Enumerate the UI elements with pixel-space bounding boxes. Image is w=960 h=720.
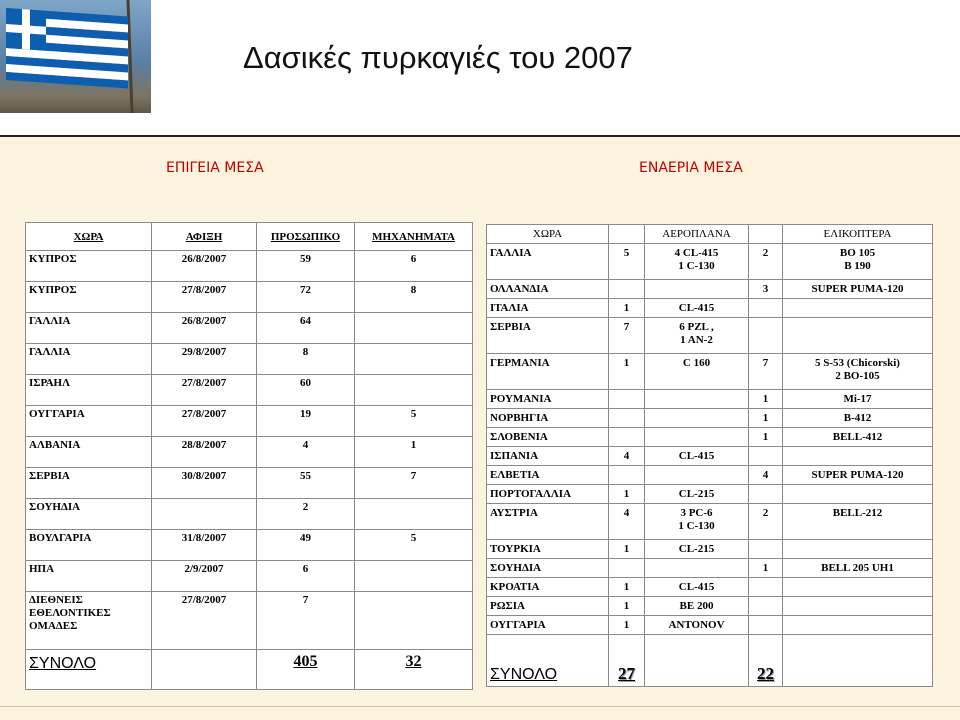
total-planes-count-cell bbox=[609, 635, 645, 687]
cell-country: ΙΣΡΑΗΛ bbox=[26, 375, 152, 406]
plane-type: CL-415 bbox=[678, 581, 715, 593]
cell-country: ΟΥΓΓΑΡΙΑ bbox=[26, 406, 152, 437]
cell-country: ΡΟΥΜΑΝΙΑ bbox=[487, 390, 609, 409]
cell-planes-count bbox=[609, 428, 645, 447]
cell-arrival: 29/8/2007 bbox=[152, 344, 257, 375]
plane-type: 3 PC-6 bbox=[680, 507, 713, 519]
cell-planes-count bbox=[609, 390, 645, 409]
cell-country: ΠΟΡΤΟΓΑΛΛΙΑ bbox=[487, 485, 609, 504]
total-label-cell bbox=[487, 635, 609, 687]
cell-country: ΚΥΠΡΟΣ bbox=[26, 251, 152, 282]
cell-planes bbox=[645, 540, 749, 559]
cell-country: ΤΟΥΡΚΙΑ bbox=[487, 540, 609, 559]
cell-machines bbox=[355, 313, 473, 344]
page-title: Δασικές πυρκαγιές του 2007 bbox=[243, 40, 633, 75]
table-row bbox=[26, 468, 473, 499]
cell-personnel: 8 bbox=[257, 344, 355, 375]
total-heli-count-cell bbox=[749, 635, 783, 687]
cell-heli-count: 2 bbox=[749, 244, 783, 280]
helicopter-type: B-412 bbox=[843, 412, 872, 424]
table-header-row bbox=[487, 225, 933, 244]
cell-personnel: 59 bbox=[257, 251, 355, 282]
header-planes: ΑΕΡΟΠΛΑΝΑ bbox=[645, 225, 749, 244]
cell-heli-count: 1 bbox=[749, 409, 783, 428]
header-planes-count bbox=[609, 225, 645, 244]
cell-country: ΣΕΡΒΙΑ bbox=[487, 318, 609, 354]
cell-country: ΓΕΡΜΑΝΙΑ bbox=[487, 354, 609, 390]
table-row bbox=[487, 409, 933, 428]
cell-personnel: 6 bbox=[257, 561, 355, 592]
cell-country: ΓΑΛΛΙΑ bbox=[487, 244, 609, 280]
table-row bbox=[26, 592, 473, 650]
air-resources-table bbox=[486, 224, 933, 687]
cell-helicopters bbox=[783, 559, 933, 578]
footer-line bbox=[0, 706, 960, 707]
cell-arrival: 2/9/2007 bbox=[152, 561, 257, 592]
cell-country: ΣΟΥΗΔΙΑ bbox=[487, 559, 609, 578]
table-row bbox=[487, 485, 933, 504]
cell-helicopters bbox=[783, 244, 933, 280]
cell-heli-count bbox=[749, 318, 783, 354]
total-arrival-cell bbox=[152, 650, 257, 690]
cell-heli-count bbox=[749, 616, 783, 635]
cell-planes-count bbox=[609, 466, 645, 485]
cell-planes bbox=[645, 504, 749, 540]
cell-planes bbox=[645, 485, 749, 504]
header-arrival: ΑΦΙΞΗ bbox=[152, 223, 257, 251]
table-row bbox=[26, 375, 473, 406]
total-machines-cell bbox=[355, 650, 473, 690]
cell-helicopters bbox=[783, 466, 933, 485]
table-row bbox=[487, 540, 933, 559]
cell-planes-count bbox=[609, 409, 645, 428]
cell-planes-count: 5 bbox=[609, 244, 645, 280]
cell-heli-count: 2 bbox=[749, 504, 783, 540]
cell-machines bbox=[355, 499, 473, 530]
cell-machines: 5 bbox=[355, 406, 473, 437]
table-row bbox=[26, 344, 473, 375]
cell-machines: 5 bbox=[355, 530, 473, 561]
cell-planes bbox=[645, 559, 749, 578]
cell-country: ΓΑΛΛΙΑ bbox=[26, 313, 152, 344]
table-row bbox=[487, 390, 933, 409]
cell-country: ΣΕΡΒΙΑ bbox=[26, 468, 152, 499]
cell-arrival: 28/8/2007 bbox=[152, 437, 257, 468]
cell-personnel: 60 bbox=[257, 375, 355, 406]
cell-helicopters bbox=[783, 390, 933, 409]
table-row bbox=[487, 299, 933, 318]
total-machines: 32 bbox=[405, 653, 422, 670]
cell-country: ΟΥΓΓΑΡΙΑ bbox=[487, 616, 609, 635]
table-row bbox=[26, 437, 473, 468]
cell-helicopters bbox=[783, 447, 933, 466]
cell-planes-count: 1 bbox=[609, 597, 645, 616]
total-label: ΣΥΝΟΛΟ bbox=[490, 666, 558, 683]
table-row bbox=[487, 466, 933, 485]
cell-helicopters bbox=[783, 428, 933, 447]
helicopter-type: BELL 205 UH1 bbox=[821, 562, 894, 574]
cell-country: ΙΤΑΛΙΑ bbox=[487, 299, 609, 318]
greek-flag-image bbox=[0, 0, 151, 113]
cell-helicopters bbox=[783, 354, 933, 390]
ground-resources-table bbox=[25, 222, 473, 690]
table-row bbox=[487, 280, 933, 299]
cell-machines bbox=[355, 561, 473, 592]
cell-planes bbox=[645, 597, 749, 616]
total-personnel-cell bbox=[257, 650, 355, 690]
plane-type: CL-415 bbox=[678, 450, 715, 462]
cell-planes bbox=[645, 280, 749, 299]
total-label-cell bbox=[26, 650, 152, 690]
cell-machines: 6 bbox=[355, 251, 473, 282]
cell-planes-count: 1 bbox=[609, 578, 645, 597]
cell-machines bbox=[355, 344, 473, 375]
cell-helicopters bbox=[783, 409, 933, 428]
cell-country: ΑΥΣΤΡΙΑ bbox=[487, 504, 609, 540]
cell-country: ΡΩΣΙΑ bbox=[487, 597, 609, 616]
table-row bbox=[487, 504, 933, 540]
cell-arrival: 27/8/2007 bbox=[152, 282, 257, 313]
helicopter-type: BELL-212 bbox=[832, 507, 883, 519]
cell-arrival: 26/8/2007 bbox=[152, 251, 257, 282]
cell-heli-count bbox=[749, 578, 783, 597]
cell-country: ΑΛΒΑΝΙΑ bbox=[26, 437, 152, 468]
cell-heli-count: 3 bbox=[749, 280, 783, 299]
helicopter-type: SUPER PUMA-120 bbox=[811, 469, 904, 481]
header-country: ΧΩΡΑ bbox=[26, 223, 152, 251]
cell-country: ΗΠΑ bbox=[26, 561, 152, 592]
cell-personnel: 2 bbox=[257, 499, 355, 530]
header-helicopters: ΕΛΙΚΟΠΤΕΡΑ bbox=[783, 225, 933, 244]
cell-heli-count: 4 bbox=[749, 466, 783, 485]
cell-planes-count: 1 bbox=[609, 485, 645, 504]
table-row bbox=[26, 499, 473, 530]
cell-heli-count bbox=[749, 299, 783, 318]
cell-arrival bbox=[152, 499, 257, 530]
table-row bbox=[487, 597, 933, 616]
cell-machines bbox=[355, 375, 473, 406]
header-machines: ΜΗΧΑΝΗΜΑΤΑ bbox=[355, 223, 473, 251]
cell-country: ΣΛΟΒΕΝΙΑ bbox=[487, 428, 609, 447]
ground-section-heading: ΕΠΙΓΕΙΑ ΜΕΣΑ bbox=[166, 160, 264, 176]
cell-personnel: 19 bbox=[257, 406, 355, 437]
helicopter-type: SUPER PUMA-120 bbox=[811, 283, 904, 295]
cell-heli-count bbox=[749, 447, 783, 466]
cell-planes bbox=[645, 244, 749, 280]
air-section-heading: ΕΝΑΕΡΙΑ ΜΕΣΑ bbox=[639, 160, 743, 176]
plane-type: 4 CL-415 bbox=[674, 247, 719, 259]
cell-planes-count: 4 bbox=[609, 504, 645, 540]
table-row bbox=[487, 318, 933, 354]
table-row bbox=[26, 313, 473, 344]
cell-helicopters bbox=[783, 485, 933, 504]
table-row bbox=[26, 251, 473, 282]
cell-country: ΕΛΒΕΤΙΑ bbox=[487, 466, 609, 485]
cell-helicopters bbox=[783, 578, 933, 597]
table-row bbox=[26, 282, 473, 313]
cell-machines: 1 bbox=[355, 437, 473, 468]
cell-planes-count: 1 bbox=[609, 540, 645, 559]
plane-type: 1 AN-2 bbox=[680, 334, 713, 346]
cell-country: ΒΟΥΛΓΑΡΙΑ bbox=[26, 530, 152, 561]
cell-personnel: 55 bbox=[257, 468, 355, 499]
table-row bbox=[487, 244, 933, 280]
cell-planes-count: 1 bbox=[609, 354, 645, 390]
helicopter-type: 2 BO-105 bbox=[835, 370, 880, 382]
plane-type: CL-415 bbox=[678, 302, 715, 314]
cell-planes bbox=[645, 409, 749, 428]
cell-country: ΝΟΡΒΗΓΙΑ bbox=[487, 409, 609, 428]
cell-arrival: 26/8/2007 bbox=[152, 313, 257, 344]
cell-heli-count: 7 bbox=[749, 354, 783, 390]
country-line: ΕΘΕΛΟΝΤΙΚΕΣ bbox=[29, 607, 111, 619]
cell-arrival: 30/8/2007 bbox=[152, 468, 257, 499]
table-header-row bbox=[26, 223, 473, 251]
cell-heli-count bbox=[749, 485, 783, 504]
table-row bbox=[487, 354, 933, 390]
plane-type: CL-215 bbox=[678, 543, 715, 555]
header-heli-count bbox=[749, 225, 783, 244]
total-row bbox=[487, 635, 933, 687]
plane-type: 1 C-130 bbox=[678, 260, 715, 272]
country-line: ΔΙΕΘΝΕΙΣ bbox=[29, 594, 83, 606]
header-country: ΧΩΡΑ bbox=[487, 225, 609, 244]
plane-type: ANTONOV bbox=[668, 619, 725, 631]
helicopter-type: 5 S-53 (Chicorski) bbox=[815, 357, 900, 369]
total-planes-count: 27 bbox=[618, 664, 635, 683]
cell-heli-count bbox=[749, 597, 783, 616]
cell-planes bbox=[645, 354, 749, 390]
helicopter-type: B 190 bbox=[844, 260, 871, 272]
helicopter-type: Mi-17 bbox=[843, 393, 872, 405]
cell-planes bbox=[645, 447, 749, 466]
cell-planes bbox=[645, 390, 749, 409]
cell-country: ΓΑΛΛΙΑ bbox=[26, 344, 152, 375]
total-personnel: 405 bbox=[293, 653, 318, 670]
cell-heli-count: 1 bbox=[749, 559, 783, 578]
cell-planes-count bbox=[609, 559, 645, 578]
cell-planes-count: 7 bbox=[609, 318, 645, 354]
cell-planes bbox=[645, 299, 749, 318]
cell-arrival: 27/8/2007 bbox=[152, 406, 257, 437]
cell-arrival: 27/8/2007 bbox=[152, 592, 257, 650]
cell-personnel: 49 bbox=[257, 530, 355, 561]
cell-heli-count: 1 bbox=[749, 428, 783, 447]
header-personnel: ΠΡΟΣΩΠΙΚΟ bbox=[257, 223, 355, 251]
cell-country: ΣΟΥΗΔΙΑ bbox=[26, 499, 152, 530]
cell-machines: 7 bbox=[355, 468, 473, 499]
cell-planes-count: 1 bbox=[609, 299, 645, 318]
plane-type: 6 PZL , bbox=[679, 321, 714, 333]
cell-personnel: 72 bbox=[257, 282, 355, 313]
cell-planes-count: 1 bbox=[609, 616, 645, 635]
plane-type: 1 C-130 bbox=[678, 520, 715, 532]
table-row bbox=[487, 428, 933, 447]
total-heli-cell bbox=[783, 635, 933, 687]
cell-planes-count: 4 bbox=[609, 447, 645, 466]
header-divider bbox=[0, 135, 960, 137]
cell-heli-count bbox=[749, 540, 783, 559]
cell-planes bbox=[645, 318, 749, 354]
cell-helicopters bbox=[783, 540, 933, 559]
cell-arrival: 31/8/2007 bbox=[152, 530, 257, 561]
cell-country bbox=[26, 592, 152, 650]
cell-country: ΚΥΠΡΟΣ bbox=[26, 282, 152, 313]
plane-type: CL-215 bbox=[678, 488, 715, 500]
cell-helicopters bbox=[783, 504, 933, 540]
cell-arrival: 27/8/2007 bbox=[152, 375, 257, 406]
helicopter-type: BO 105 bbox=[839, 247, 876, 259]
cell-personnel: 7 bbox=[257, 592, 355, 650]
total-label: ΣΥΝΟΛΟ bbox=[29, 655, 97, 672]
cell-country: ΟΛΛΑΝΔΙΑ bbox=[487, 280, 609, 299]
cell-planes bbox=[645, 578, 749, 597]
helicopter-type: BELL-412 bbox=[832, 431, 883, 443]
plane-type: BE 200 bbox=[679, 600, 714, 612]
table-row bbox=[487, 447, 933, 466]
table-row bbox=[26, 530, 473, 561]
total-planes-cell bbox=[645, 635, 749, 687]
cell-helicopters bbox=[783, 299, 933, 318]
cell-heli-count: 1 bbox=[749, 390, 783, 409]
table-row bbox=[487, 616, 933, 635]
cell-country: ΙΣΠΑΝΙΑ bbox=[487, 447, 609, 466]
cell-helicopters bbox=[783, 318, 933, 354]
cell-planes-count bbox=[609, 280, 645, 299]
cell-helicopters bbox=[783, 597, 933, 616]
cell-helicopters bbox=[783, 280, 933, 299]
cell-personnel: 4 bbox=[257, 437, 355, 468]
total-heli-count: 22 bbox=[757, 664, 774, 683]
table-row bbox=[26, 406, 473, 437]
cell-country: ΚΡΟΑΤΙΑ bbox=[487, 578, 609, 597]
cell-machines: 8 bbox=[355, 282, 473, 313]
cell-machines bbox=[355, 592, 473, 650]
country-line: ΟΜΑΔΕΣ bbox=[29, 620, 78, 632]
table-row bbox=[26, 561, 473, 592]
cell-personnel: 64 bbox=[257, 313, 355, 344]
cell-helicopters bbox=[783, 616, 933, 635]
cell-planes bbox=[645, 616, 749, 635]
plane-type: C 160 bbox=[682, 357, 711, 369]
cell-planes bbox=[645, 428, 749, 447]
table-row bbox=[487, 578, 933, 597]
total-row bbox=[26, 650, 473, 690]
cell-planes bbox=[645, 466, 749, 485]
table-row bbox=[487, 559, 933, 578]
